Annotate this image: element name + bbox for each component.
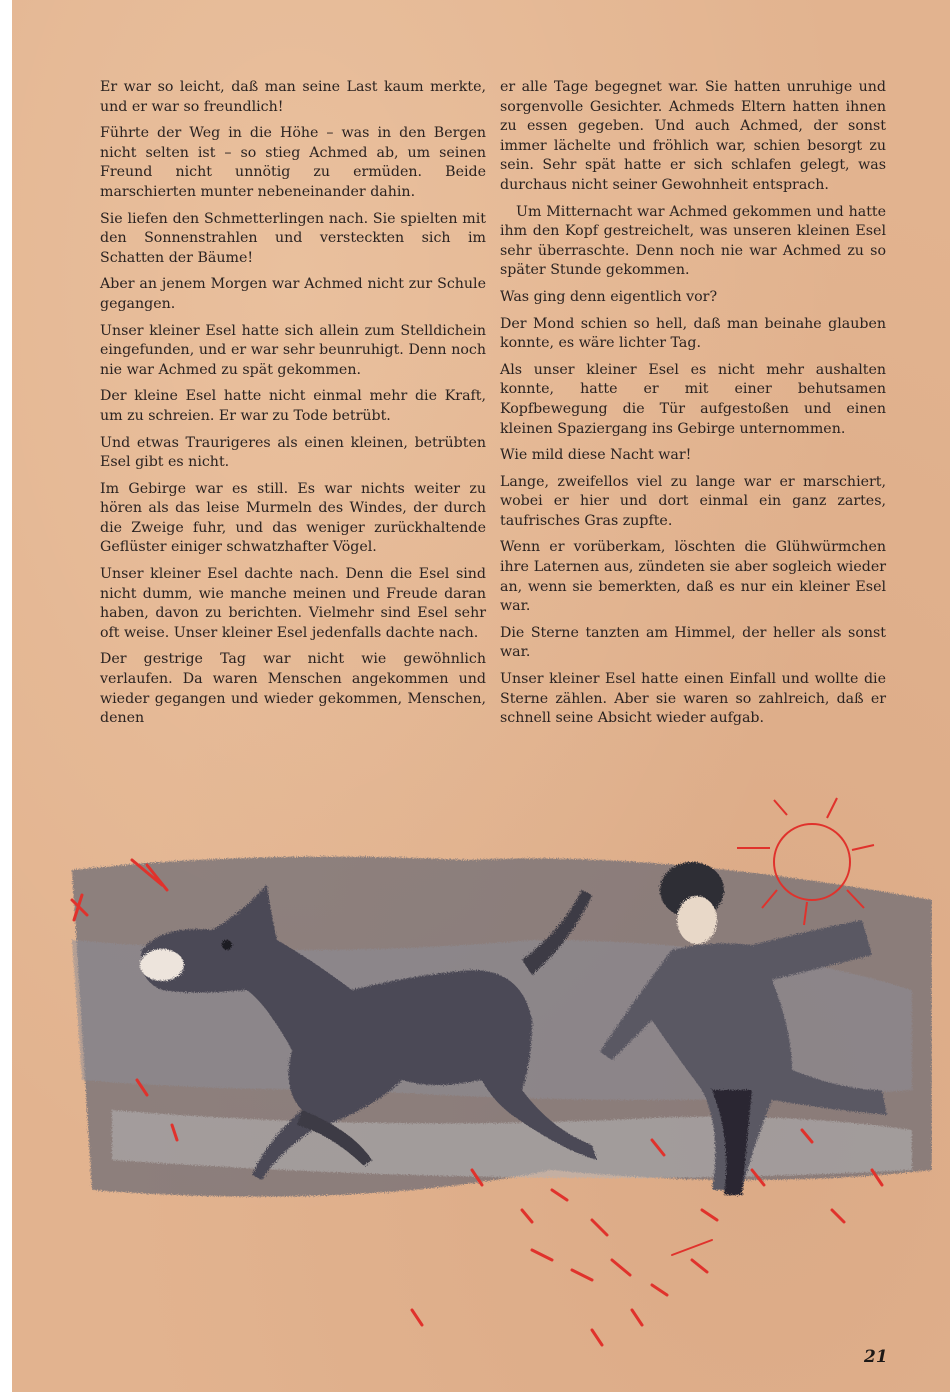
paragraph: er alle Tage begegnet war. Sie hatten unruhige und sorgenvolle Gesichter. Achmeds Eltern hatten ihnen zu essen gegeben. Und auch Achmed, der sonst immer lächelte und fröhlich war, schien besorgt zu sein. Sehr spät hatte er sich schlafen gelegt, was durchaus nicht seiner Gewohnheit entsprach. (500, 79, 886, 193)
paragraph: Der gestrige Tag war nicht wie gewöhnlich verlaufen. Da waren Menschen angekommen und wieder gegangen und wieder gekommen, Menschen, denen (100, 651, 486, 727)
paragraph: Unser kleiner Esel hatte einen Einfall und wollte die Sterne zählen. Aber sie waren so zahlreich, daß er schnell seine Absicht wieder aufgab. (500, 671, 886, 727)
left-text-column (100, 78, 486, 736)
book-page (12, 0, 950, 1392)
donkey-and-boy-illustration (52, 790, 932, 1370)
paragraph: Der Mond schien so hell, daß man beinahe glauben konnte, es wäre lichter Tag. (500, 315, 886, 352)
paragraph: Er war so leicht, daß man seine Last kaum merkte, und er war so freundlich! (100, 79, 486, 115)
paragraph: Als unser kleiner Esel es nicht mehr aushalten konnte, hatte er mit einer behutsamen Kopfbewegung die Tür aufgestoßen und einen kleinen Spaziergang ins Gebirge unternommen. (500, 361, 886, 437)
paragraph: Der kleine Esel hatte nicht einmal mehr die Kraft, um zu schreien. Er war zu Tode betrübt. (100, 388, 486, 424)
paragraph: Unser kleiner Esel hatte sich allein zum Stelldichein eingefunden, und er war sehr beunruhigt. Denn noch nie war Achmed zu spät gekommen. (100, 322, 486, 378)
paragraph: Unser kleiner Esel dachte nach. Denn die Esel sind nicht dumm, wie manche meinen und Freude daran haben, davon zu berichten. Vielmehr sind Esel sehr oft weise. Unser kleiner Esel jedenfalls dachte nach. (100, 566, 486, 641)
paragraph: Führte der Weg in die Höhe – was in den Bergen nicht selten ist – so stieg Achmed ab, um seinen Freund nicht unnötig zu ermüden. Beide marschierten munter nebeneinander dahin. (100, 125, 486, 200)
paragraph: Und etwas Traurigeres als einen kleinen, betrübten Esel gibt es nicht. (100, 434, 486, 471)
paragraph: Im Gebirge war es still. Es war nichts weiter zu hören als das leise Murmeln des Windes, der durch die Zweige fuhr, und das weniger zurückhaltende Geflüster einiger schwatzhafter Vögel. (100, 480, 486, 556)
paragraph: Wie mild diese Nacht war! (500, 447, 692, 464)
paragraph: Die Sterne tanzten am Himmel, der heller als sonst war. (500, 624, 886, 661)
right-text-column (500, 78, 886, 736)
paragraph: Lange, zweifellos viel zu lange war er marschiert, wobei er hier und dort einmal ein ganz zartes, taufrisches Gras zupfte. (500, 473, 886, 529)
paragraph: Sie liefen den Schmetterlingen nach. Sie spielten mit den Sonnenstrahlen und versteckten sich im Schatten der Bäume! (100, 210, 486, 266)
paragraph: Aber an jenem Morgen war Achmed nicht zur Schule gegangen. (100, 276, 486, 312)
page-number: 21 (864, 1347, 888, 1367)
paragraph: Wenn er vorüberkam, löschten die Glühwürmchen ihre Laternen aus, zündeten sie aber sogleich wieder an, wenn sie bemerkten, daß es nur ein kleiner Esel war. (500, 539, 886, 615)
paragraph: Was ging denn eigentlich vor? (500, 288, 718, 305)
paragraph: Um Mitternacht war Achmed gekommen und hatte ihm den Kopf gestreichelt, was unseren kleinen Esel sehr überraschte. Denn noch nie war Achmed zu so später Stunde gekommen. (500, 203, 886, 279)
